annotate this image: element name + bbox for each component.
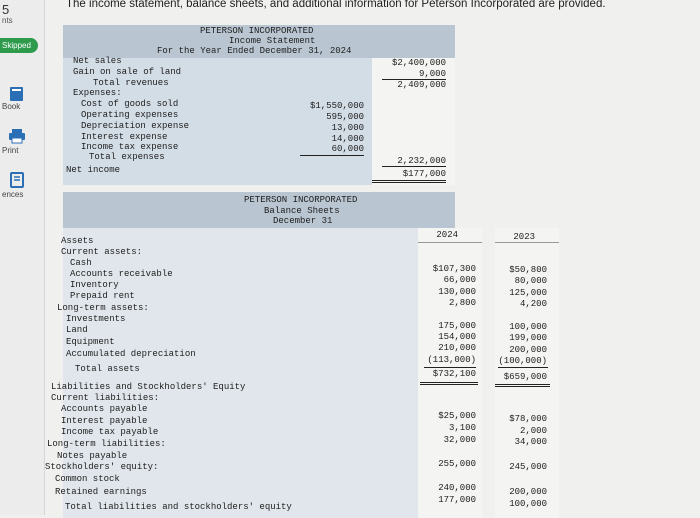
bs-title: Balance Sheets — [264, 206, 340, 216]
book-label[interactable]: Book — [2, 102, 21, 111]
expense-label-0: Cost of goods sold — [81, 99, 179, 109]
interest-payable-2024: 3,100 — [448, 423, 476, 433]
references-icon[interactable] — [8, 172, 26, 188]
retained-earnings-2023: 100,000 — [509, 499, 547, 509]
equipment-2023: 200,000 — [509, 345, 547, 355]
expense-label-4: Income tax expense — [81, 142, 179, 152]
expense-amount-0: $1,550,000 — [309, 101, 364, 111]
interest-payable-2023: 2,000 — [519, 426, 547, 436]
total-revenues-label: Total revenues — [93, 78, 169, 88]
inventory-label: Inventory — [70, 280, 119, 290]
notes-payable-2023: 245,000 — [509, 462, 547, 472]
investments-2023: 100,000 — [509, 322, 547, 332]
ap-2023: $78,000 — [509, 414, 547, 424]
investments-2024: 175,000 — [438, 321, 476, 331]
skipped-badge[interactable]: Skipped — [0, 38, 38, 53]
inventory-2024: 130,000 — [438, 287, 476, 297]
question-text: The income statement, balance sheets, and additional information for Peterson Incorporated are provided. — [66, 0, 606, 10]
common-stock-2024: 240,000 — [438, 483, 476, 493]
left-sidebar — [0, 0, 45, 515]
prepaid-2024: 2,800 — [448, 298, 476, 308]
expense-label-2: Depreciation expense — [81, 121, 190, 131]
is-company: PETERSON INCORPORATED — [200, 26, 314, 36]
total-expenses-label: Total expenses — [89, 152, 165, 162]
notes-payable-2024: 255,000 — [438, 459, 476, 469]
income-tax-payable-2024: 32,000 — [443, 435, 476, 445]
investments-label: Investments — [66, 314, 126, 324]
total-assets-2023: $659,000 — [503, 372, 547, 382]
prepaid-2023: 4,200 — [519, 299, 547, 309]
expense-amount-1: 595,000 — [326, 112, 364, 122]
cash-label: Cash — [70, 258, 92, 268]
ar-2024: 66,000 — [443, 275, 476, 285]
bs-company: PETERSON INCORPORATED — [244, 195, 358, 205]
common-stock-2023: 200,000 — [509, 487, 547, 497]
expense-amount-4: 60,000 — [331, 144, 364, 154]
cash-2024: $107,300 — [432, 264, 476, 274]
interest-payable-label: Interest payable — [61, 416, 148, 426]
land-2024: 154,000 — [438, 332, 476, 342]
long-term-assets-label: Long-term assets: — [57, 303, 149, 313]
assets-label: Assets — [61, 236, 94, 246]
expense-amount-2: 13,000 — [331, 123, 364, 133]
bs-date: December 31 — [273, 216, 333, 226]
expense-label-3: Interest expense — [81, 132, 168, 142]
col-2024-header: 2024 — [436, 230, 458, 240]
references-label[interactable]: ences — [2, 190, 24, 199]
print-icon[interactable] — [8, 128, 26, 144]
land-label: Land — [66, 325, 88, 335]
question-number: 5 — [2, 2, 10, 17]
prepaid-label: Prepaid rent — [70, 291, 135, 301]
expenses-label: Expenses: — [73, 88, 122, 98]
current-assets-label: Current assets: — [61, 247, 143, 257]
equipment-2024: 210,000 — [438, 343, 476, 353]
liab-equity-label: Liabilities and Stockholders' Equity — [51, 382, 246, 392]
income-tax-payable-label: Income tax payable — [61, 427, 159, 437]
accum-dep-2023: (100,000) — [498, 356, 547, 366]
common-stock-label: Common stock — [55, 474, 120, 484]
accum-dep-2024: (113,000) — [427, 355, 476, 365]
ap-2024: $25,000 — [438, 411, 476, 421]
income-tax-payable-2023: 34,000 — [514, 437, 547, 447]
is-title: Income Statement — [229, 36, 316, 46]
total-expenses-value: 2,232,000 — [397, 156, 446, 166]
expense-label-1: Operating expenses — [81, 110, 179, 120]
net-sales-value: $2,400,000 — [391, 58, 446, 68]
is-period: For the Year Ended December 31, 2024 — [157, 46, 352, 56]
current-liab-label: Current liabilities: — [51, 393, 160, 403]
equipment-label: Equipment — [66, 337, 115, 347]
ap-label: Accounts payable — [61, 404, 148, 414]
equity-label: Stockholders' equity: — [45, 462, 159, 472]
net-income-label: Net income — [66, 165, 121, 175]
gain-value: 9,000 — [418, 69, 446, 79]
ar-2023: 80,000 — [514, 276, 547, 286]
total-assets-2024: $732,100 — [432, 369, 476, 379]
inventory-2023: 125,000 — [509, 288, 547, 298]
book-icon[interactable] — [8, 86, 26, 102]
total-liab-equity-label: Total liabilities and stockholders' equity — [65, 502, 292, 512]
long-term-liab-label: Long-term liabilities: — [47, 439, 166, 449]
print-label[interactable]: Print — [2, 146, 19, 155]
net-income-value: $177,000 — [402, 169, 446, 179]
points-label: nts — [2, 16, 13, 25]
expense-amount-3: 14,000 — [331, 134, 364, 144]
accum-dep-label: Accumulated depreciation — [66, 349, 196, 359]
col-2023-header: 2023 — [513, 232, 535, 242]
ar-label: Accounts receivable — [70, 269, 173, 279]
cash-2023: $50,800 — [509, 265, 547, 275]
retained-earnings-2024: 177,000 — [438, 495, 476, 505]
total-assets-label: Total assets — [75, 364, 140, 374]
net-sales-label: Net sales — [73, 56, 122, 66]
land-2023: 199,000 — [509, 333, 547, 343]
gain-label: Gain on sale of land — [73, 67, 182, 77]
notes-payable-label: Notes payable — [57, 451, 128, 461]
total-revenues-value: 2,409,000 — [397, 80, 446, 90]
retained-earnings-label: Retained earnings — [55, 487, 147, 497]
